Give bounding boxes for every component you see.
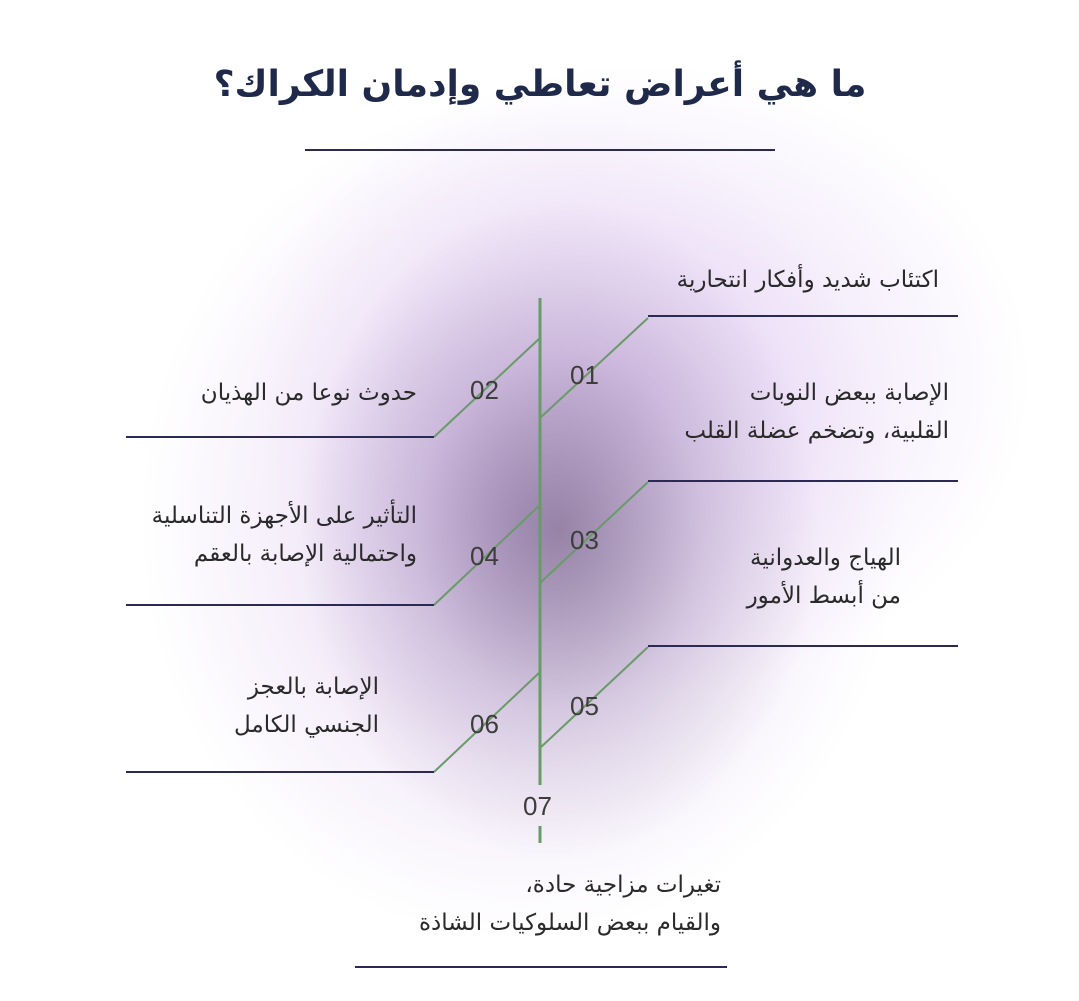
item-01-line: اكتئاب شديد وأفكار انتحارية [676,267,939,293]
item-06-text [234,668,379,744]
item-03-line-1: الإصابة ببعض النوبات [749,380,949,406]
number-06: 06 [470,709,499,739]
item-02-text [201,374,417,412]
item-03-line-2: القلبية، وتضخم عضلة القلب [684,418,949,444]
item-05-text [747,539,901,615]
number-05: 05 [570,691,599,721]
number-01: 01 [570,360,599,390]
item-04-line-2: واحتمالية الإصابة بالعقم [193,541,417,567]
item-07-line-2: والقيام ببعض السلوكيات الشاذة [418,910,721,936]
item-04-text [152,497,417,573]
item-04-line-1: التأثير على الأجهزة التناسلية [151,503,417,529]
number-04: 04 [470,541,499,571]
item-05-line-2: من أبسط الأمور [746,583,901,609]
page-title: ما هي أعراض تعاطي وإدمان الكراك؟ [213,64,867,105]
item-07-line-1: تغيرات مزاجية حادة، [525,872,721,898]
item-01-text [677,261,939,299]
item-06-line-2: الجنسي الكامل [233,712,379,738]
item-05-line-1: الهياج والعدوانية [750,545,901,571]
number-07: 07 [523,791,552,821]
item-07-text [419,866,721,942]
number-03: 03 [570,525,599,555]
item-03-text [684,374,949,450]
item-06-line-1: الإصابة بالعجز [247,674,379,700]
item-02-line: حدوث نوعا من الهذيان [200,380,417,406]
number-02: 02 [470,375,499,405]
